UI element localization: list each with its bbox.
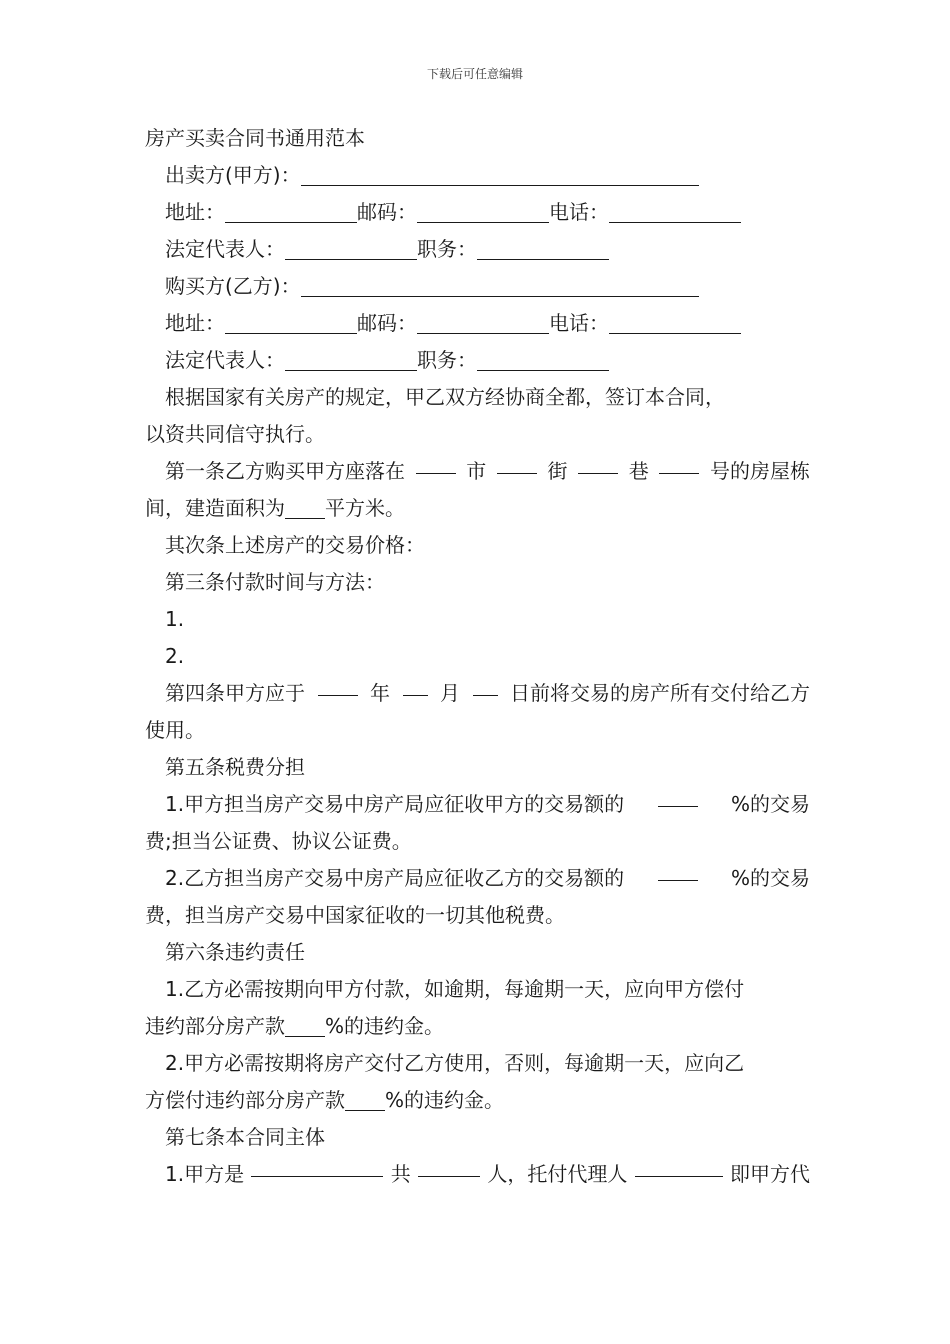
article-6-item-2-line-2: 方偿付违约部分房产款 %的违约金。 (145, 1088, 505, 1112)
phone-blank (609, 202, 741, 223)
position-blank (477, 239, 609, 260)
address-blank (225, 202, 357, 223)
buyer-rep-line: 法定代表人： 职务： (145, 342, 810, 379)
article-3-item-2: 2. (165, 644, 185, 668)
seller-address-line: 地址： 邮码： 电话： (145, 194, 810, 231)
phone-blank (609, 313, 741, 334)
article-4-line-2: 使用。 (145, 718, 205, 742)
article-7: 第七条本合同主体 (165, 1125, 325, 1149)
page-header-note: 下载后可任意编辑 (426, 67, 523, 81)
article-3-item-1: 1. (165, 607, 185, 631)
article-1-line-1: 第一条乙方购买甲方座落在 市 街 巷 号的房屋栋 (145, 453, 810, 490)
preamble-line-2: 以资共同信守执行。 (145, 422, 325, 446)
article-6-item-1-line-1: 1.乙方必需按期向甲方付款，如逾期，每逾期一天，应向甲方偿付 (165, 977, 745, 1001)
article-5-item-1-line-2: 费;担当公证费、协议公证费。 (145, 829, 412, 853)
seller-rep-line: 法定代表人： 职务： (145, 231, 810, 268)
article-6-item-1-line-2: 违约部分房产款 %的违约金。 (145, 1014, 445, 1038)
postcode-blank (417, 202, 549, 223)
article-5-item-2-line-2: 费，担当房产交易中国家征收的一切其他税费。 (145, 903, 565, 927)
article-6-item-2-line-1: 2.甲方必需按期将房产交付乙方使用，否则，每逾期一天，应向乙 (165, 1051, 745, 1075)
article-7-item-1-line-1: 1.甲方是 共 人，托付代理人 即甲方代 (145, 1156, 810, 1193)
buyer-line: 购买方(乙方)： (145, 268, 810, 305)
article-5-item-1-line-1: 1.甲方担当房产交易中房产局应征收甲方的交易额的 %的交易 (145, 786, 810, 823)
article-6: 第六条违约责任 (165, 940, 305, 964)
seller-blank (301, 165, 699, 186)
article-5-item-2-line-1: 2.乙方担当房产交易中房产局应征收乙方的交易额的 %的交易 (145, 860, 810, 897)
buyer-address-line: 地址： 邮码： 电话： (145, 305, 810, 342)
article-1-line-2: 间，建造面积为 平方米。 (145, 496, 405, 520)
doc-title: 房产买卖合同书通用范本 (145, 126, 365, 150)
contract-body (145, 120, 810, 1193)
position-blank (477, 350, 609, 371)
article-4-line-1: 第四条甲方应于 年 月 日前将交易的房产所有交付给乙方 (145, 675, 810, 712)
area-blank (285, 498, 325, 519)
article-2: 其次条上述房产的交易价格： (165, 533, 425, 557)
article-3: 第三条付款时间与方法： (165, 570, 385, 594)
postcode-blank (417, 313, 549, 334)
seller-line: 出卖方(甲方)： (145, 157, 810, 194)
article-5: 第五条税费分担 (165, 755, 305, 779)
buyer-blank (301, 276, 699, 297)
preamble-line-1: 根据国家有关房产的规定，甲乙双方经协商全都，签订本合同， (165, 385, 725, 409)
rep-blank (285, 239, 417, 260)
address-blank (225, 313, 357, 334)
rep-blank (285, 350, 417, 371)
